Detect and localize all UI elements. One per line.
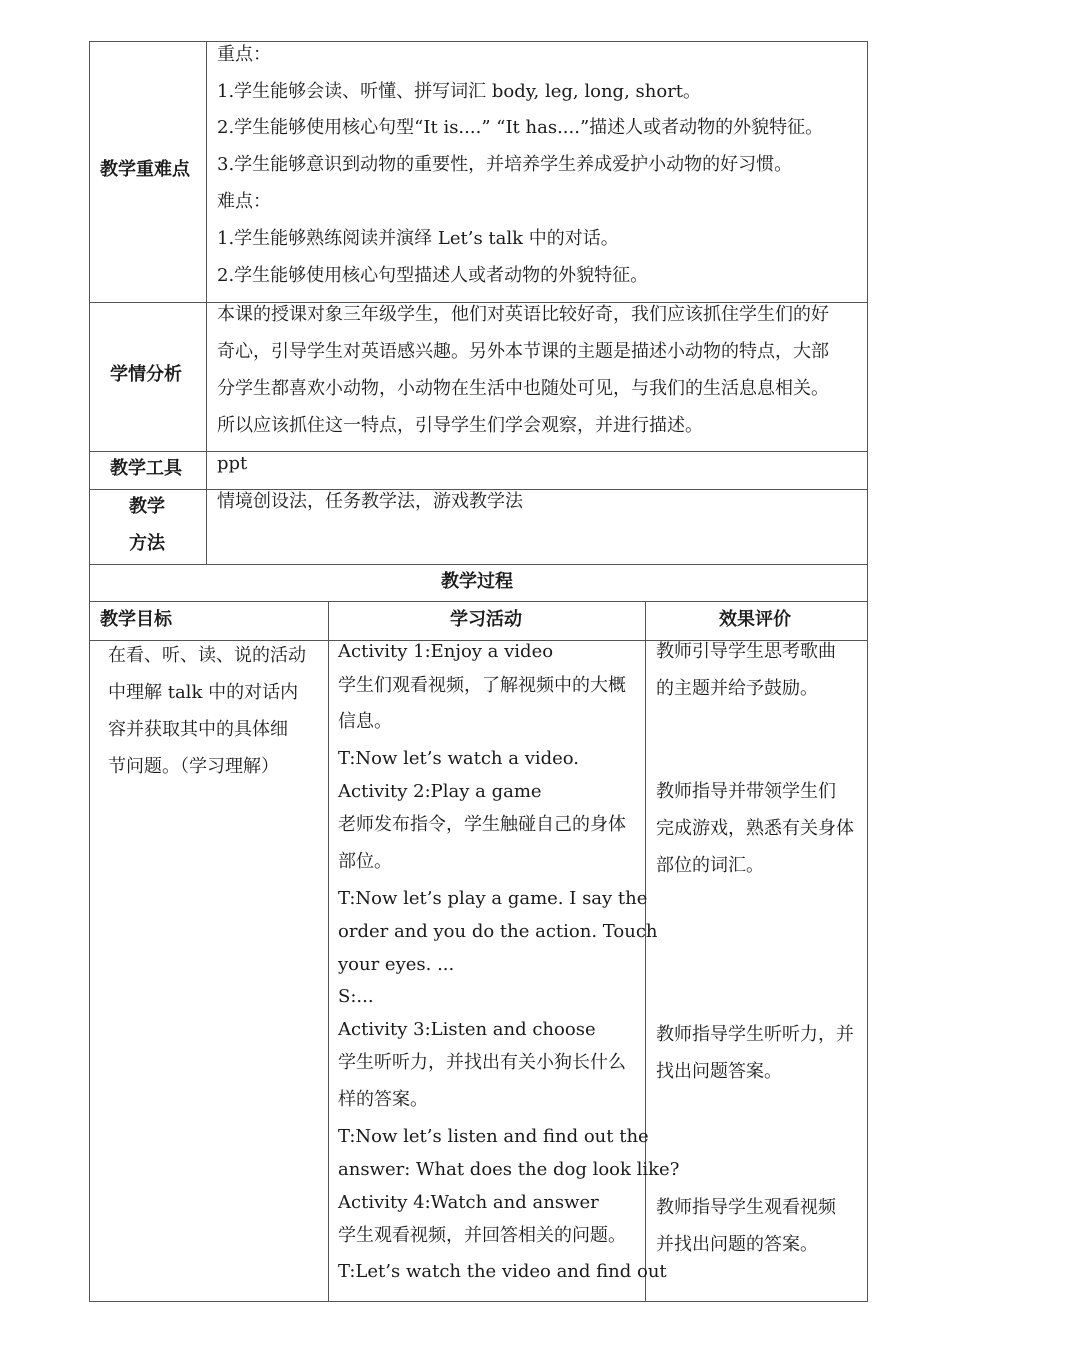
activity-line: Activity 1:Enjoy a video [338, 641, 554, 662]
activity-line: Activity 3:Listen and choose [338, 1019, 596, 1040]
header-evaluation: 效果评价 [719, 609, 791, 630]
key-points-line: 2.学生能够使用核心句型描述人或者动物的外貌特征。 [217, 265, 649, 286]
row-divider [89, 601, 868, 602]
objective-line: 中理解 talk 中的对话内 [108, 682, 299, 703]
activity-line: 学生听听力，并找出有关小狗长什么 [338, 1052, 626, 1073]
key-points-line: 1.学生能够会读、听懂、拼写词汇 body, leg, long, short。 [217, 81, 702, 102]
activity-line: answer: What does the dog look like? [338, 1159, 680, 1180]
tools-value: ppt [217, 453, 248, 474]
column-divider [328, 601, 329, 1302]
process-title: 教学过程 [441, 571, 513, 592]
methods-value: 情境创设法，任务教学法，游戏教学法 [217, 491, 523, 512]
evaluation-line: 教师指导学生听听力，并 [656, 1024, 854, 1045]
activity-line: 部位。 [338, 851, 392, 872]
evaluation-line: 教师指导并带领学生们 [656, 781, 836, 802]
key-points-line: 重点： [217, 44, 271, 65]
activity-line: 学生们观看视频，了解视频中的大概 [338, 675, 626, 696]
objective-line: 容并获取其中的具体细 [108, 719, 288, 740]
header-objective: 教学目标 [100, 609, 172, 630]
learner-analysis-line: 分学生都喜欢小动物，小动物在生活中也随处可见，与我们的生活息息相关。 [217, 378, 829, 399]
key-points-line: 2.学生能够使用核心句型“It is....” “It has....”描述人或者动物的外貌特征。 [217, 117, 824, 138]
activity-line: S:... [338, 986, 374, 1007]
activity-line: T:Now let’s play a game. I say the [338, 888, 648, 909]
evaluation-line: 教师指导学生观看视频 [656, 1197, 836, 1218]
activity-line: your eyes. ... [338, 954, 455, 975]
evaluation-line: 完成游戏，熟悉有关身体 [656, 818, 854, 839]
tools-label: 教学工具 [110, 458, 182, 479]
row-divider [89, 564, 868, 565]
activity-line: 学生观看视频，并回答相关的问题。 [338, 1225, 626, 1246]
evaluation-line: 的主题并给予鼓励。 [656, 678, 818, 699]
key-points-line: 3.学生能够意识到动物的重要性，并培养学生养成爱护小动物的好习惯。 [217, 154, 793, 175]
key-points-label: 教学重难点 [100, 159, 190, 180]
activity-line: Activity 2:Play a game [338, 781, 542, 802]
activity-line: T:Let’s watch the video and find out [338, 1261, 667, 1282]
learner-analysis-label: 学情分析 [110, 364, 182, 385]
learner-analysis-line: 所以应该抓住这一特点，引导学生们学会观察，并进行描述。 [217, 415, 703, 436]
column-divider [645, 601, 646, 1302]
header-activity: 学习活动 [450, 609, 522, 630]
evaluation-line: 找出问题答案。 [656, 1061, 782, 1082]
learner-analysis-line: 奇心，引导学生对英语感兴趣。另外本节课的主题是描述小动物的特点，大部 [217, 341, 829, 362]
evaluation-line: 教师引导学生思考歌曲 [656, 641, 836, 662]
methods-label: 教学 [129, 496, 165, 517]
objective-line: 节问题。（学习理解） [108, 756, 279, 777]
key-points-line: 难点： [217, 191, 271, 212]
column-divider [206, 41, 207, 564]
activity-line: 样的答案。 [338, 1089, 428, 1110]
activity-line: 老师发布指令，学生触碰自己的身体 [338, 814, 626, 835]
activity-line: T:Now let’s listen and find out the [338, 1126, 649, 1147]
activity-line: 信息。 [338, 711, 392, 732]
methods-label: 方法 [129, 533, 165, 554]
activity-line: Activity 4:Watch and answer [338, 1192, 599, 1213]
objective-line: 在看、听、读、说的活动 [108, 645, 306, 666]
activity-line: order and you do the action. Touch [338, 921, 658, 942]
evaluation-line: 并找出问题的答案。 [656, 1234, 818, 1255]
learner-analysis-line: 本课的授课对象三年级学生，他们对英语比较好奇，我们应该抓住学生们的好 [217, 304, 829, 325]
evaluation-line: 部位的词汇。 [656, 855, 764, 876]
activity-line: T:Now let’s watch a video. [338, 748, 580, 769]
key-points-line: 1.学生能够熟练阅读并演绎 Let’s talk 中的对话。 [217, 228, 619, 249]
